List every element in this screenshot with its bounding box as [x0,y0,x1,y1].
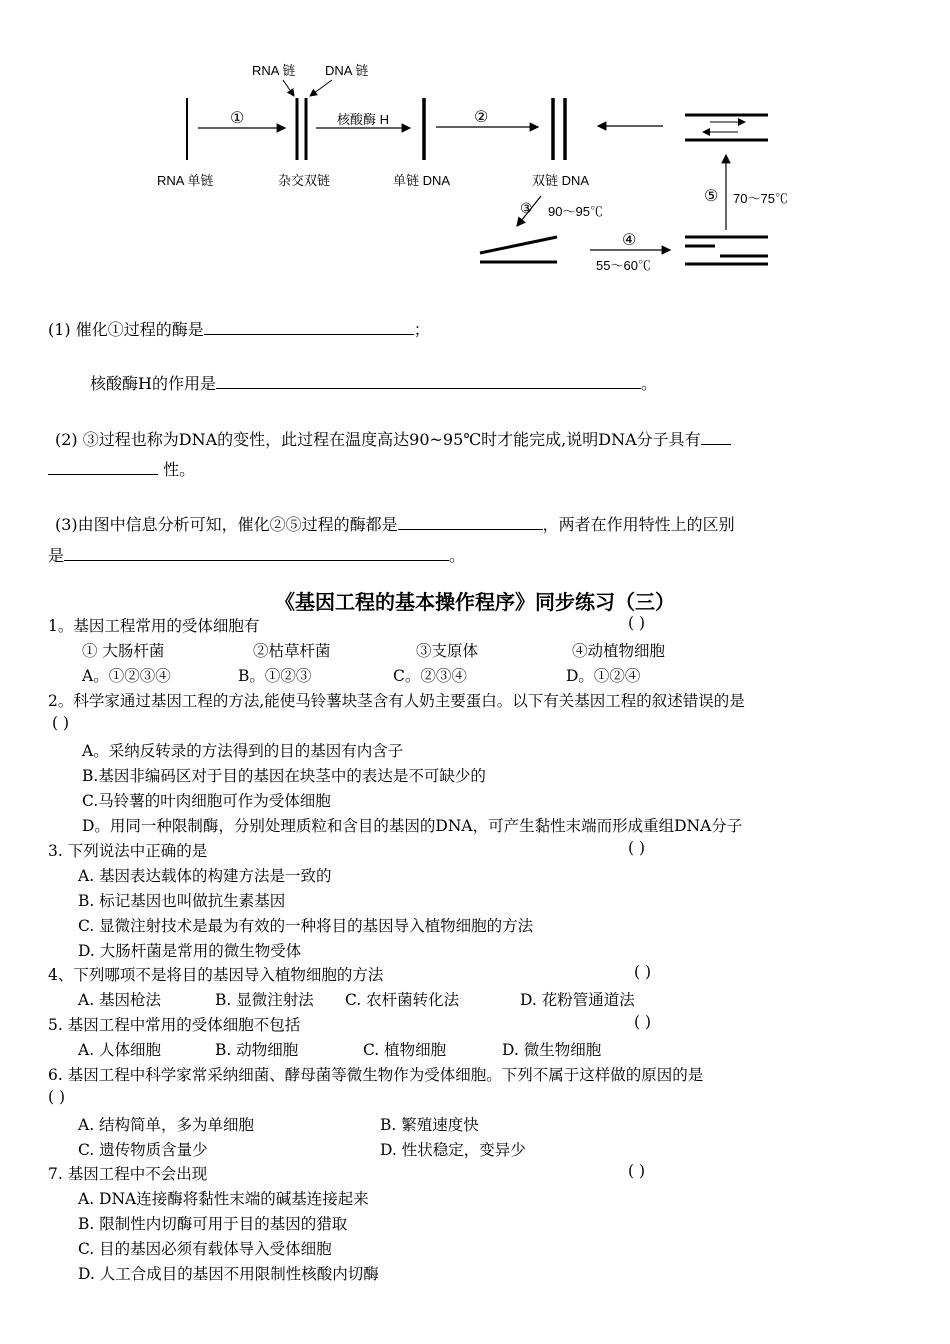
question-3b: 是 。 [48,546,466,565]
q4-choice[interactable]: A. 基因枪法 [78,991,162,1009]
q2-choice[interactable]: D。用同一种限制酶，分别处理质粒和含目的基因的DNA，可产生黏性末端而形成重组DNA分子 [82,817,743,835]
q7-choice[interactable]: D. 人工合成目的基因不用限制性核酸内切酶 [78,1265,379,1283]
q2-choice[interactable]: A。采纳反转录的方法得到的目的基因有内含子 [82,742,404,760]
answer-blank[interactable] [204,318,414,335]
q1-option: ③支原体 [416,642,479,660]
question-1b: 核酸酶H的作用是 。 [90,374,657,393]
answer-paren[interactable]: ( ) [48,1088,66,1106]
question-1a: (1) 催化①过程的酶是 ； [48,320,430,339]
q2-choice[interactable]: B.基因非编码区对于目的基因在块茎中的表达是不可缺少的 [82,767,486,785]
q6-choice[interactable]: A. 结构简单，多为单细胞 [78,1116,255,1134]
answer-blank[interactable] [398,513,543,530]
q1-choice[interactable]: C。②③④ [393,667,467,685]
quiz-q7: 7. 基因工程中不会出现 [48,1165,208,1183]
temp3-label: 90～95℃ [548,204,603,219]
answer-blank[interactable] [701,428,731,445]
hybrid-label: 杂交双链 [278,173,331,188]
q1-option: ②枯草杆菌 [253,642,331,660]
q5-choice[interactable]: A. 人体细胞 [78,1041,162,1059]
q7-choice[interactable]: A. DNA连接酶将黏性末端的碱基连接起来 [78,1190,369,1208]
q4-choice[interactable]: D. 花粉管通道法 [520,991,635,1009]
q3-choice[interactable]: C. 显微注射技术是最为有效的一种将目的基因导入植物细胞的方法 [78,917,534,935]
rna-strand-label: RNA 链 [252,63,296,78]
quiz-q4: 4、下列哪项不是将目的基因导入植物细胞的方法 [48,966,384,984]
quiz-q5: 5. 基因工程中常用的受体细胞不包括 [48,1016,301,1034]
pcr-diagram [0,0,950,300]
quiz-q3: 3. 下列说法中正确的是 [48,842,208,860]
q7-choice[interactable]: C. 目的基因必须有载体导入受体细胞 [78,1240,332,1258]
step4-label: ④ [622,232,637,249]
rna-single-label: RNA 单链 [157,173,214,188]
step3-label: ③ [520,200,533,216]
q1-option: ④动植物细胞 [572,642,666,660]
double-dna-label: 双链 DNA [532,173,590,188]
answer-paren[interactable]: ( ) [628,614,646,632]
step2-label: ② [474,109,489,126]
answer-paren[interactable]: ( ) [52,714,70,732]
temp4-label: 55～60℃ [596,258,651,273]
q6-choice[interactable]: D. 性状稳定，变异少 [380,1141,526,1159]
answer-paren[interactable]: ( ) [634,963,652,981]
q2-choice[interactable]: C.马铃薯的叶肉细胞可作为受体细胞 [82,792,331,810]
q7-choice[interactable]: B. 限制性内切酶可用于目的基因的猎取 [78,1215,348,1233]
q5-choice[interactable]: C. 植物细胞 [363,1041,447,1059]
answer-blank[interactable] [216,372,641,389]
quiz-q2: 2。科学家通过基因工程的方法,能使马铃薯块茎含有人奶主要蛋白。以下有关基因工程的叙述错误的是 [48,692,745,710]
temp5-label: 70～75℃ [733,191,788,206]
q6-choice[interactable]: C. 遗传物质含量少 [78,1141,208,1159]
q4-choice[interactable]: B. 显微注射法 [215,991,314,1009]
answer-paren[interactable]: ( ) [628,1162,646,1180]
answer-blank[interactable] [64,544,449,561]
q5-choice[interactable]: D. 微生物细胞 [502,1041,602,1059]
quiz-q1: 1。基因工程常用的受体细胞有 [48,617,260,635]
q1-choice[interactable]: A。①②③④ [82,667,171,685]
q3-choice[interactable]: D. 大肠杆菌是常用的微生物受体 [78,942,302,960]
q3-choice[interactable]: A. 基因表达载体的构建方法是一致的 [78,867,332,885]
q5-choice[interactable]: B. 动物细胞 [215,1041,299,1059]
question-2b: 性。 [48,458,195,481]
answer-blank[interactable] [48,458,158,475]
question-2a: (2) ③过程也称为DNA的变性，此过程在温度高达90~95℃时才能完成,说明DNA分子具有 [55,428,731,451]
step1-label: ① [230,110,245,127]
q1-choice[interactable]: B。①②③ [238,667,312,685]
q6-choice[interactable]: B. 繁殖速度快 [380,1116,479,1134]
step5-label: ⑤ [704,188,719,205]
rnase-label: 核酸酶 H [337,112,390,127]
q3-choice[interactable]: B. 标记基因也叫做抗生素基因 [78,892,286,910]
dna-strand-label: DNA 链 [325,63,369,78]
question-3a: (3)由图中信息分析可知，催化②⑤过程的酶都是 ，两者在作用特性上的区别 [55,515,735,534]
q4-choice[interactable]: C. 农杆菌转化法 [345,991,460,1009]
quiz-q6: 6. 基因工程中科学家常采纳细菌、酵母菌等微生物作为受体细胞。下列不属于这样做的原因的是 [48,1066,704,1084]
q1-choice[interactable]: D。①②④ [566,667,641,685]
section-title: 《基因工程的基本操作程序》同步练习（三） [275,590,675,614]
answer-paren[interactable]: ( ) [628,839,646,857]
single-dna-label: 单链 DNA [393,173,451,188]
q1-option: ① 大肠杆菌 [82,642,165,660]
answer-paren[interactable]: ( ) [634,1013,652,1031]
